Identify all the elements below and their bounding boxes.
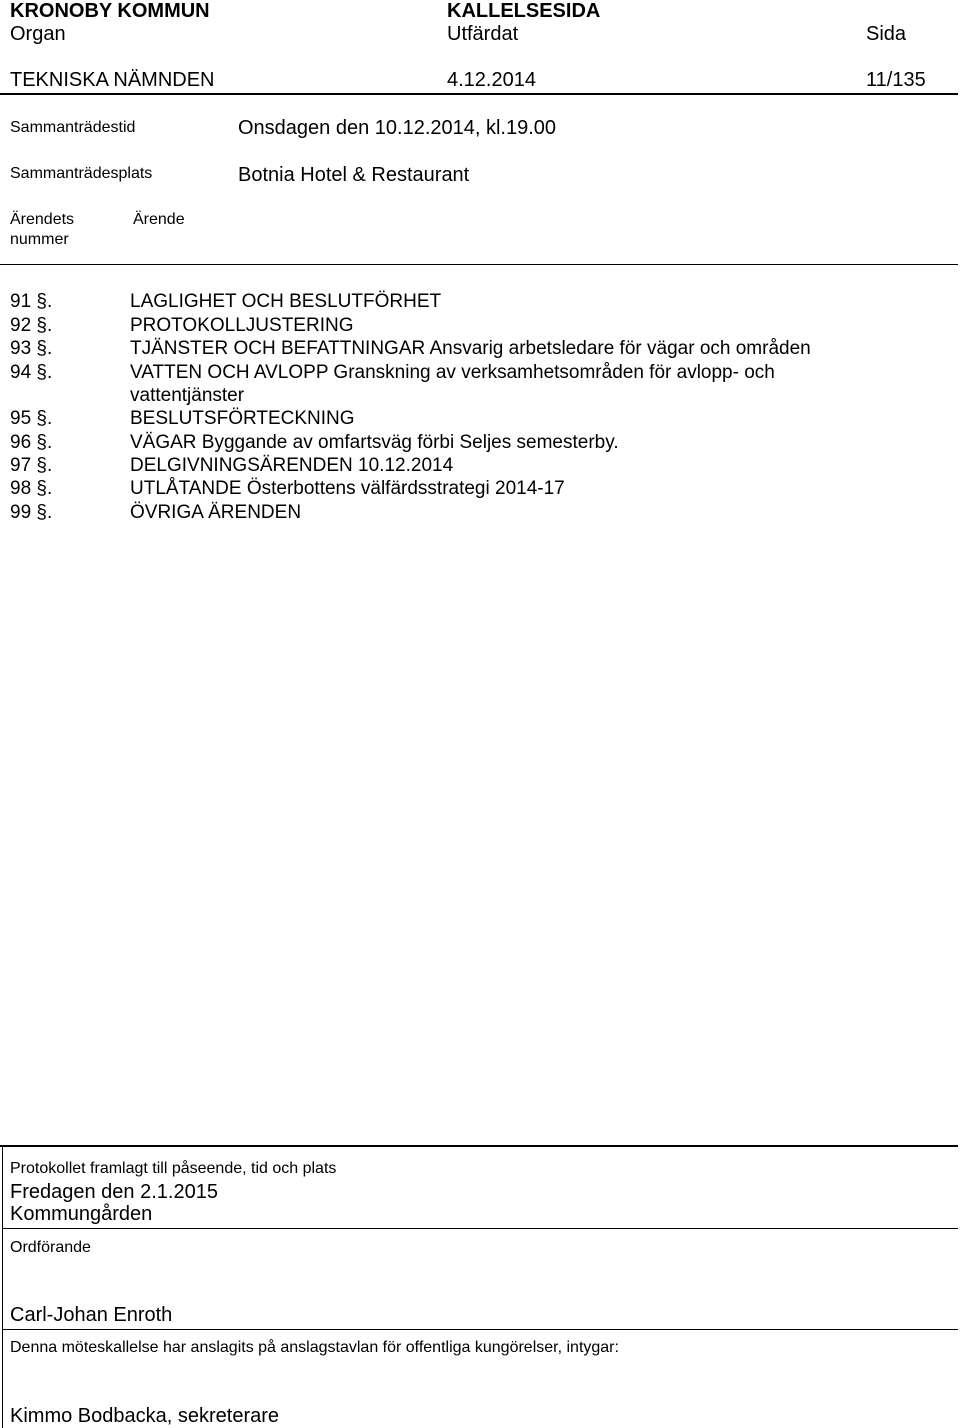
agenda-item-number: 99 §. [10, 502, 53, 523]
agenda-item-text: BESLUTSFÖRTECKNING [130, 408, 355, 429]
agenda-item-text-continued: vattentjänster [130, 385, 245, 406]
chair-name: Carl-Johan Enroth [10, 1304, 173, 1326]
agenda-item-text: VATTEN OCH AVLOPP Granskning av verksamhetsområden för avlopp- och [130, 362, 775, 383]
agenda-item-text: ÖVRIGA ÄRENDEN [130, 502, 302, 523]
agenda-item-text: UTLÅTANDE Österbottens välfärdsstrategi 2014-17 [130, 478, 565, 499]
agenda-item-text: LAGLIGHET OCH BESLUTFÖRHET [130, 291, 442, 312]
posted-label: Protokollet framlagt till påseende, tid och plats [10, 1160, 337, 1177]
item-number-column-label: Ärendets [10, 211, 75, 228]
agenda-item-number: 92 §. [10, 315, 53, 336]
meeting-time-label: Sammanträdestid [10, 119, 136, 136]
agenda-item-number: 97 §. [10, 455, 53, 476]
agenda-item-number: 95 §. [10, 408, 53, 429]
municipality-name: KRONOBY KOMMUN [10, 0, 210, 22]
item-number-column-label-line2: nummer [10, 231, 69, 248]
notice-text: Denna möteskallelse har anslagits på anslagstavlan för offentliga kungörelser, intygar: [10, 1339, 619, 1356]
agenda-item-text: VÄGAR Byggande av omfartsväg förbi Seljes semesterby. [130, 432, 619, 453]
posted-place: Kommungården [10, 1203, 153, 1225]
posted-date: Fredagen den 2.1.2015 [10, 1181, 218, 1203]
organ-value: TEKNISKA NÄMNDEN [10, 69, 215, 91]
footer-left-rule [2, 1146, 3, 1428]
agenda-item-number: 91 §. [10, 291, 53, 312]
footer-divider [2, 1329, 958, 1330]
meeting-place-label: Sammanträdesplats [10, 165, 153, 182]
header-divider [0, 93, 958, 95]
agenda-item-number: 93 §. [10, 338, 53, 359]
agenda-item-number: 98 §. [10, 478, 53, 499]
chair-label: Ordförande [10, 1239, 91, 1256]
agenda-item-text: DELGIVNINGSÄRENDEN 10.12.2014 [130, 455, 454, 476]
issued-label: Utfärdat [447, 23, 519, 45]
agenda-item-number: 96 §. [10, 432, 53, 453]
footer-divider [2, 1228, 958, 1229]
agenda-divider [0, 264, 958, 265]
agenda-item-number: 94 §. [10, 362, 53, 383]
organ-label: Organ [10, 23, 66, 45]
issued-value: 4.12.2014 [447, 69, 536, 91]
document-type: KALLELSESIDA [447, 0, 601, 22]
meeting-time-value: Onsdagen den 10.12.2014, kl.19.00 [238, 117, 557, 139]
agenda-item-text: TJÄNSTER OCH BEFATTNINGAR Ansvarig arbetsledare för vägar och områden [130, 338, 811, 359]
meeting-place-value: Botnia Hotel & Restaurant [238, 164, 470, 186]
footer-top-rule [0, 1145, 958, 1147]
page-value: 11/135 [866, 69, 926, 91]
secretary-name: Kimmo Bodbacka, sekreterare [10, 1405, 280, 1427]
page-label: Sida [866, 23, 907, 45]
agenda-item-text: PROTOKOLLJUSTERING [130, 315, 354, 336]
item-column-label: Ärende [133, 211, 185, 228]
